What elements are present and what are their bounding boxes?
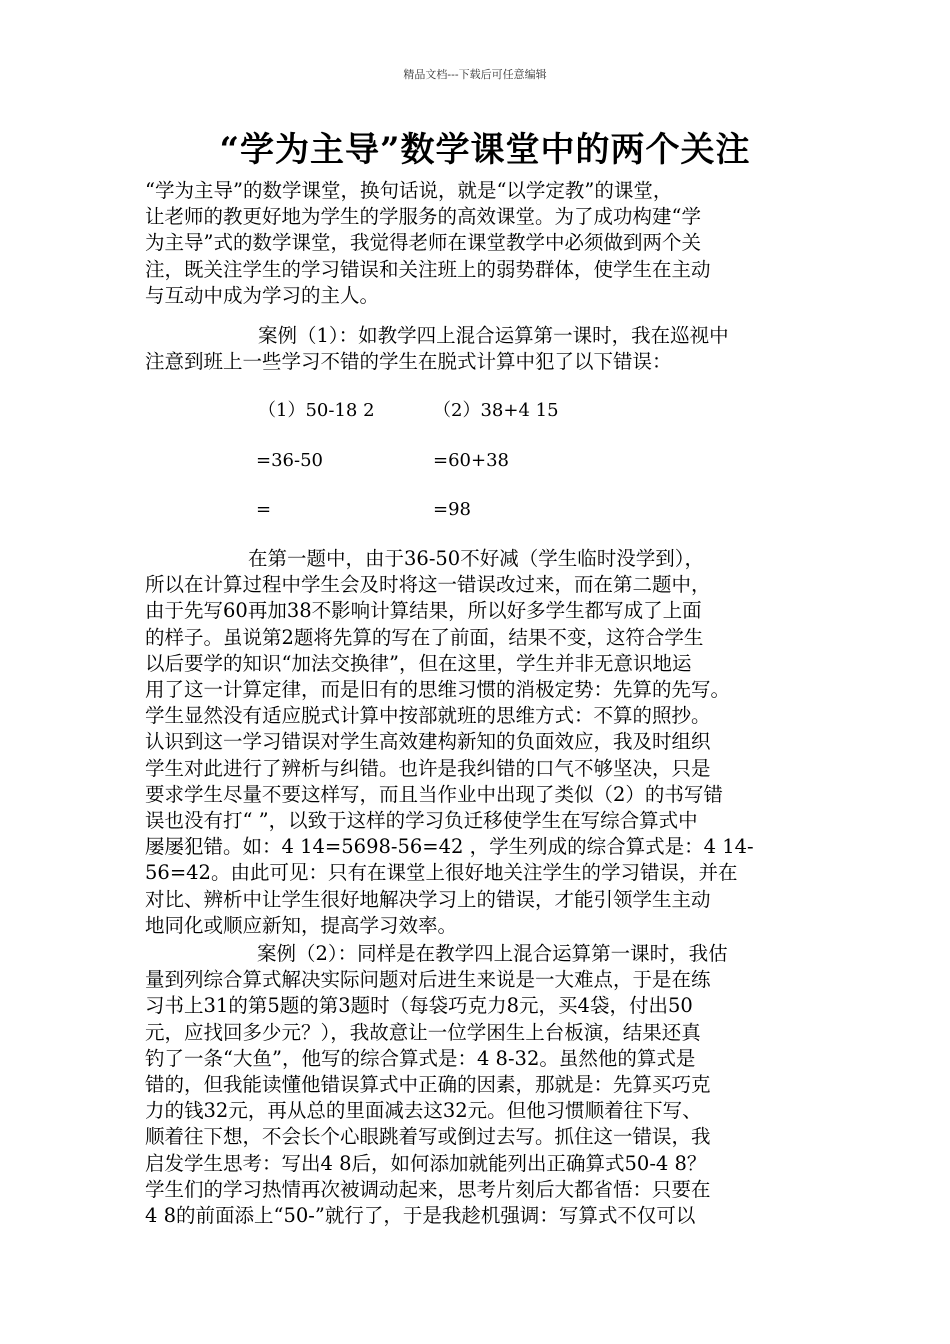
analysis-line: 屡屡犯错。如：4 14=5698-56=42 ，学生列成的综合算式是：4 14- — [145, 835, 754, 859]
analysis-line: 要求学生尽量不要这样写，而且当作业中出现了类似（2）的书写错 — [145, 782, 723, 806]
case2-line: 4 8的前面添上“50-”就行了，于是我趁机强调：写算式不仅可以 — [145, 1204, 696, 1228]
document-title: “学为主导”数学课堂中的两个关注 — [219, 130, 751, 170]
analysis-line: 所以在计算过程中学生会及时将这一错误改过来，而在第二题中， — [145, 573, 711, 597]
analysis-line: 由于先写60再加38不影响计算结果，所以好多学生都写成了上面 — [145, 599, 702, 623]
case2-line: 启发学生思考：写出4 8后，如何添加就能列出正确算式50-4 8？ — [145, 1151, 707, 1175]
calc-1-line-1: （1）50-18 2 — [258, 400, 375, 421]
calc-1-line-3: = — [256, 499, 272, 520]
case1-paragraph — [145, 323, 827, 375]
analysis-line: 学生对此进行了辨析与纠错。也许是我纠错的口气不够坚决，只是 — [145, 756, 711, 780]
case2-paragraph — [145, 941, 827, 1229]
analysis-line: 在第一题中，由于36-50不好减（学生临时没学到）， — [248, 547, 704, 570]
calc-1-line-2: =36-50 — [256, 450, 323, 471]
intro-line: 为主导”式的数学课堂，我觉得老师在课堂教学中必须做到两个关 — [145, 231, 701, 255]
case2-line: 案例（2）：同样是在教学四上混合运算第一课时，我估 — [257, 942, 728, 965]
calc-2-line-1: （2）38+4 15 — [433, 400, 559, 421]
analysis-line: 学生显然没有适应脱式计算中按部就班的思维方式：不算的照抄。 — [145, 704, 711, 728]
analysis-paragraph — [145, 546, 827, 939]
case1-line: 注意到班上一些学习不错的学生在脱式计算中犯了以下错误： — [145, 350, 672, 374]
case2-line: 钓了一条“大鱼”，他写的综合算式是：4 8-32。虽然他的算式是 — [145, 1046, 696, 1070]
analysis-line: 56=42。由此可见：只有在课堂上很好地关注学生的学习错误，并在 — [145, 861, 738, 885]
analysis-line: 误也没有打“ ”，以致于这样的学习负迁移使学生在写综合算式中 — [145, 809, 698, 833]
calc-2-line-2: =60+38 — [433, 450, 509, 471]
intro-line: 与互动中成为学习的主人。 — [145, 283, 380, 307]
analysis-line: 对比、辨析中让学生很好地解决学习上的错误，才能引领学生主动 — [145, 887, 711, 911]
case1-line: 案例（1）：如教学四上混合运算第一课时，我在巡视中 — [258, 324, 729, 347]
case2-line: 顺着往下想，不会长个心眼跳着写或倒过去写。抓住这一错误，我 — [145, 1125, 711, 1149]
case2-line: 错的，但我能读懂他错误算式中正确的因素，那就是：先算买巧克 — [145, 1073, 711, 1097]
intro-line: “学为主导”的数学课堂，换句话说，就是“以学定教”的课堂， — [145, 179, 673, 202]
analysis-line: 以后要学的知识“加法交换律”，但在这里，学生并非无意识地运 — [145, 651, 692, 675]
analysis-line: 的样子。虽说第2题将先算的写在了前面，结果不变，这符合学生 — [145, 625, 704, 649]
intro-paragraph — [145, 178, 827, 309]
case2-line: 习书上31的第5题的第3题时（每袋巧克力8元，买4袋，付出50 — [145, 994, 693, 1018]
case2-line: 元，应找回多少元？），我故意让一位学困生上台板演，结果还真 — [145, 1020, 701, 1044]
case2-line: 量到列综合算式解决实际问题对后进生来说是一大难点，于是在练 — [145, 968, 711, 992]
intro-line: 让老师的教更好地为学生的学服务的高效课堂。为了成功构建“学 — [145, 205, 701, 229]
analysis-line: 地同化或顺应新知，提高学习效率。 — [145, 913, 458, 937]
case2-line: 学生们的学习热情再次被调动起来，思考片刻后大都省悟：只要在 — [145, 1177, 711, 1201]
header-note: 精品文档---下载后可任意编辑 — [403, 68, 547, 81]
analysis-line: 用了这一计算定律，而是旧有的思维习惯的消极定势：先算的先写。 — [145, 678, 731, 702]
intro-line: 注，既关注学生的学习错误和关注班上的弱势群体，使学生在主动 — [145, 257, 711, 281]
analysis-line: 认识到这一学习错误对学生高效建构新知的负面效应，我及时组织 — [145, 730, 711, 754]
calc-2-line-3: =98 — [433, 499, 471, 520]
case2-line: 力的钱32元，再从总的里面减去这32元。但他习惯顺着往下写、 — [145, 1099, 702, 1123]
